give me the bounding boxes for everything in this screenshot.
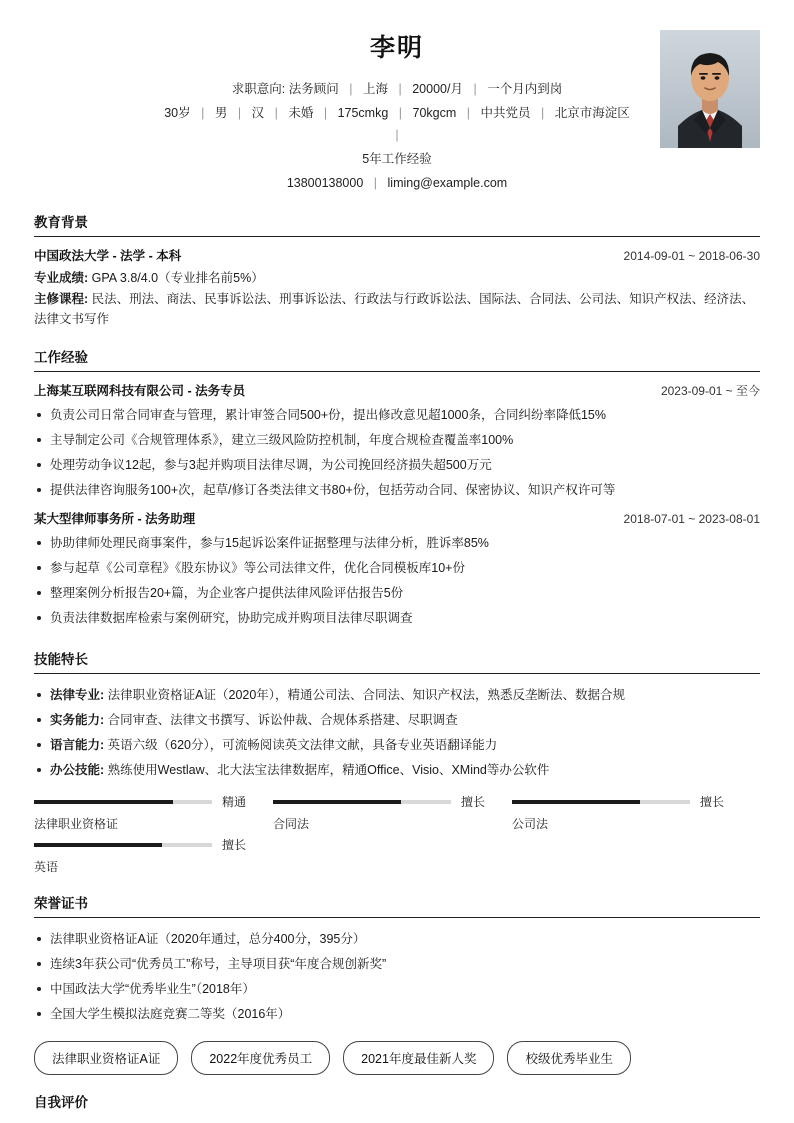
entry-header bbox=[34, 246, 760, 264]
skill-bar-item bbox=[512, 793, 734, 832]
basic-item: 汉 bbox=[251, 106, 265, 120]
work-bullet-list bbox=[34, 531, 760, 631]
list-item: 连续3年获公司“优秀员工”称号，主导项目获“年度合规创新奖” bbox=[34, 952, 760, 977]
entry-header bbox=[34, 509, 760, 527]
skill-value: 法律职业资格证A证（2020年），精通公司法、合同法、知识产权法，熟悉反垄断法、数据合规 bbox=[107, 688, 626, 702]
basic-item: 70kgcm bbox=[412, 106, 457, 120]
work-date: 2023-09-01 ~ 至今 bbox=[660, 384, 760, 398]
progress-track bbox=[273, 800, 451, 804]
section-skills bbox=[34, 648, 760, 875]
entry-header bbox=[34, 381, 760, 399]
divider: | bbox=[466, 106, 471, 120]
divider: | bbox=[398, 106, 403, 120]
section-divider bbox=[34, 236, 760, 237]
list-item: 处理劳动争议12起，参与3起并购项目法律尽调，为公司挽回经济损失超500万元 bbox=[34, 453, 760, 478]
section-education bbox=[34, 211, 760, 329]
resume-header bbox=[34, 28, 760, 194]
basic-info-line bbox=[154, 102, 640, 146]
divider: | bbox=[373, 176, 378, 190]
skill-bar-row bbox=[34, 836, 760, 875]
education-date: 2014-09-01 ~ 2018-06-30 bbox=[623, 249, 760, 263]
skill-value: 英语六级（620分），可流畅阅读英文法律文献，具备专业英语翻译能力 bbox=[107, 738, 498, 752]
section-title-honors: 荣誉证书 bbox=[34, 896, 88, 911]
honor-tag-list bbox=[34, 1041, 760, 1075]
list-item: 主导制定公司《合规管理体系》，建立三级风险防控机制，年度合规检查覆盖率100% bbox=[34, 428, 760, 453]
skill-bar-item bbox=[273, 793, 495, 832]
objective-item: 上海 bbox=[363, 82, 389, 96]
experience-years: 5年工作经验 bbox=[362, 152, 432, 166]
skill-label: 语言能力: bbox=[50, 738, 105, 752]
divider: | bbox=[473, 82, 477, 96]
work-entry bbox=[34, 381, 760, 503]
list-item: 全国大学生模拟法庭竞赛二等奖（2016年） bbox=[34, 1002, 760, 1027]
skill-level: 擅长 bbox=[700, 795, 725, 809]
section-divider bbox=[34, 371, 760, 372]
contact-line bbox=[154, 172, 640, 194]
objective-label: 求职意向: bbox=[231, 82, 286, 96]
status-badge: 2022年度优秀员工 bbox=[191, 1041, 330, 1075]
objective-item: 一个月内到岗 bbox=[487, 82, 563, 96]
detail-label: 主修课程: bbox=[34, 292, 89, 306]
skill-list bbox=[34, 683, 760, 783]
email-text: liming@example.com bbox=[387, 176, 508, 190]
skill-value: 合同审查、法律文书撰写、诉讼仲裁、合规体系搭建、尽职调查 bbox=[107, 713, 458, 727]
basic-item: 175cmkg bbox=[337, 106, 389, 120]
skill-name: 合同法 bbox=[273, 817, 310, 831]
skill-name: 法律职业资格证 bbox=[34, 817, 119, 831]
list-item: 提供法律咨询服务100+次，起草/修订各类法律文书80+份，包括劳动合同、保密协议、知识产权许可等 bbox=[34, 478, 760, 503]
bar-top bbox=[512, 793, 734, 810]
bar-top bbox=[34, 793, 256, 810]
divider: | bbox=[201, 106, 205, 120]
education-entry bbox=[34, 246, 760, 329]
objective-item: 法务顾问 bbox=[288, 82, 339, 96]
work-entry bbox=[34, 509, 760, 631]
divider: | bbox=[349, 82, 353, 96]
divider: | bbox=[323, 106, 328, 120]
status-badge: 2021年度最佳新人奖 bbox=[343, 1041, 494, 1075]
section-title-education: 教育背景 bbox=[34, 215, 88, 230]
skill-name: 公司法 bbox=[512, 817, 549, 831]
progress-track bbox=[34, 800, 212, 804]
skill-level: 擅长 bbox=[222, 838, 247, 852]
work-title: 上海某互联网科技有限公司 - 法务专员 bbox=[34, 384, 246, 398]
divider: | bbox=[274, 106, 278, 120]
education-title: 中国政法大学 - 法学 - 本科 bbox=[34, 249, 182, 263]
section-title-skills: 技能特长 bbox=[34, 652, 88, 667]
progress-fill bbox=[34, 800, 173, 804]
skill-bars bbox=[34, 793, 760, 875]
skill-label: 实务能力: bbox=[50, 713, 105, 727]
progress-fill bbox=[34, 843, 162, 847]
skill-level: 擅长 bbox=[461, 795, 486, 809]
work-title: 某大型律师事务所 - 法务助理 bbox=[34, 512, 196, 526]
work-date: 2018-07-01 ~ 2023-08-01 bbox=[623, 512, 760, 526]
skill-bar-row bbox=[34, 793, 760, 832]
detail-value: 民法、刑法、商法、民事诉讼法、刑事诉讼法、行政法与行政诉讼法、国际法、合同法、公司法、知识产权法、经济法、法律文书写作 bbox=[34, 292, 755, 326]
status-badge: 校级优秀毕业生 bbox=[507, 1041, 631, 1075]
list-item: 负责公司日常合同审查与管理，累计审签合同500+份，提出修改意见超1000条，合同纠纷率降低15% bbox=[34, 403, 760, 428]
avatar bbox=[660, 30, 760, 148]
list-item bbox=[34, 683, 760, 708]
skill-bar-item bbox=[34, 836, 256, 875]
divider: | bbox=[395, 128, 399, 142]
bar-top bbox=[34, 836, 256, 853]
list-item: 参与起草《公司章程》《股东协议》等公司法律文件，优化合同模板库10+份 bbox=[34, 556, 760, 581]
list-item bbox=[34, 758, 760, 783]
section-divider bbox=[34, 917, 760, 918]
section-title-self-evaluation: 自我评价 bbox=[34, 1095, 88, 1110]
basic-item: 未婚 bbox=[288, 106, 314, 120]
skill-label: 办公技能: bbox=[50, 763, 105, 777]
basic-item: 北京市海淀区 bbox=[554, 106, 630, 120]
skill-level: 精通 bbox=[222, 795, 247, 809]
list-item: 法律职业资格证A证（2020年通过，总分400分，395分） bbox=[34, 927, 760, 952]
skill-value: 熟练使用Westlaw、北大法宝法律数据库，精通Office、Visio、XMind等办公软件 bbox=[107, 763, 550, 777]
divider: | bbox=[398, 82, 402, 96]
basic-item: 中共党员 bbox=[480, 106, 531, 120]
progress-fill bbox=[512, 800, 640, 804]
progress-track bbox=[512, 800, 690, 804]
bar-top bbox=[273, 793, 495, 810]
skill-label: 法律专业: bbox=[50, 688, 105, 702]
divider: | bbox=[237, 106, 242, 120]
detail-label: 专业成绩: bbox=[34, 271, 89, 285]
basic-item: 男 bbox=[214, 106, 228, 120]
status-badge: 法律职业资格证A证 bbox=[34, 1041, 178, 1075]
education-detail-row bbox=[34, 268, 760, 288]
section-divider bbox=[34, 673, 760, 674]
section-honors bbox=[34, 892, 760, 1075]
section-title-work: 工作经验 bbox=[34, 350, 88, 365]
section-work-experience bbox=[34, 346, 760, 631]
divider: | bbox=[541, 106, 545, 120]
progress-track bbox=[34, 843, 212, 847]
list-item: 协助律师处理民商事案件，参与15起诉讼案件证据整理与法律分析，胜诉率85% bbox=[34, 531, 760, 556]
header-center-block bbox=[34, 28, 760, 194]
list-item bbox=[34, 708, 760, 733]
portrait-illustration bbox=[660, 30, 760, 148]
skill-bar-item bbox=[34, 793, 256, 832]
phone-text: 13800138000 bbox=[286, 176, 364, 190]
list-item: 整理案例分析报告20+篇，为企业客户提供法律风险评估报告5份 bbox=[34, 581, 760, 606]
progress-fill bbox=[273, 800, 401, 804]
basic-item: 30岁 bbox=[164, 106, 191, 120]
list-item bbox=[34, 733, 760, 758]
work-bullet-list bbox=[34, 403, 760, 503]
objective-item: 20000/月 bbox=[412, 82, 463, 96]
education-detail-row bbox=[34, 289, 760, 329]
skill-name: 英语 bbox=[34, 860, 59, 874]
list-item: 负责法律数据库检索与案例研究，协助完成并购项目法律尽职调查 bbox=[34, 606, 760, 631]
list-item: 中国政法大学“优秀毕业生”（2018年） bbox=[34, 977, 760, 1002]
honor-list bbox=[34, 927, 760, 1027]
objective-line bbox=[154, 78, 640, 100]
detail-value: GPA 3.8/4.0（专业排名前5%） bbox=[91, 271, 264, 285]
page-title: 李明 bbox=[369, 34, 424, 62]
